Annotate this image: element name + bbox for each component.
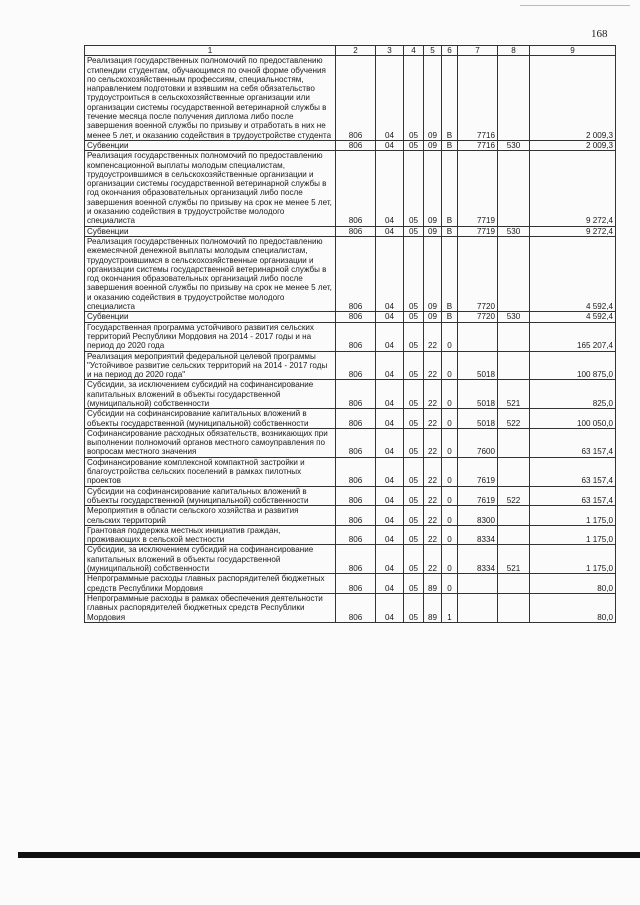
expense-name-cell: Непрограммные расходы главных распорядителей бюджетных средств Республики Мордовия	[85, 574, 336, 594]
section-code-cell: 04	[376, 236, 404, 311]
direction-code-cell: 7719	[458, 151, 498, 226]
expense-name-cell: Субсидии на софинансирование капитальных вложений в объекты государственной (муниципальной) собственности	[85, 486, 336, 506]
direction-code-cell: 5018	[458, 351, 498, 380]
ministry-code-cell: 806	[336, 322, 376, 351]
ministry-code-cell: 806	[336, 457, 376, 486]
program-code-cell: 09	[424, 151, 442, 226]
section-code-cell: 04	[376, 593, 404, 622]
expense-name-cell: Субсидии, за исключением субсидий на софинансирование капитальных вложений в объекты государственной (муниципальной) собственности	[85, 380, 336, 409]
table-row	[85, 506, 616, 526]
ministry-code-cell: 806	[336, 593, 376, 622]
column-header: 3	[376, 46, 404, 56]
subsection-code-cell: 05	[404, 351, 424, 380]
column-header: 9	[530, 46, 616, 56]
expense-name-cell: Реализация государственных полномочий по предоставлению стипендии студентам, обучающимся по очной форме обучения по сельскохозяйственным профессиям, специальностям, направлением подготовки и взявшим на себя обязательство трудоустроиться в сельскохозяйственные организации или организации системы государственной ветеринарной службы в течение месяца после получения диплома либо после завершения военной службы по призыву и отработать в них не менее 5 лет, и оказанию содействия в трудоустройстве студента	[85, 56, 336, 141]
expense-type-cell: 530	[498, 226, 530, 236]
amount-cell: 9 272,4	[530, 151, 616, 226]
amount-cell: 63 157,4	[530, 428, 616, 457]
expense-type-cell	[498, 151, 530, 226]
section-code-cell: 04	[376, 409, 404, 429]
expense-name-cell: Реализация государственных полномочий по предоставлению ежемесячной денежной выплаты молодым специалистам, трудоустроившимся в сельскохозяйственные организации и организации системы государственной ветеринарной службы в год окончания образовательных организаций либо после завершения военной службы по призыву на срок не менее 5 лет, и оказанию содействия в трудоустройстве молодого специалиста	[85, 236, 336, 311]
section-code-cell: 04	[376, 151, 404, 226]
direction-code-cell: 8334	[458, 545, 498, 574]
table-row	[85, 380, 616, 409]
amount-cell: 4 592,4	[530, 236, 616, 311]
table-row	[85, 409, 616, 429]
subsection-code-cell: 05	[404, 236, 424, 311]
amount-cell: 1 175,0	[530, 525, 616, 545]
column-header: 1	[85, 46, 336, 56]
expense-name-cell: Субвенции	[85, 140, 336, 150]
subprogram-code-cell: 0	[442, 545, 458, 574]
amount-cell: 2 009,3	[530, 56, 616, 141]
direction-code-cell: 5018	[458, 380, 498, 409]
ministry-code-cell: 806	[336, 545, 376, 574]
direction-code-cell	[458, 322, 498, 351]
program-code-cell: 22	[424, 380, 442, 409]
table-row	[85, 574, 616, 594]
section-code-cell: 04	[376, 457, 404, 486]
expense-type-cell: 522	[498, 409, 530, 429]
expense-name-cell: Реализация мероприятий федеральной целевой программы "Устойчивое развитие сельских территорий на 2014 - 2017 годы и на период до 2020 года"	[85, 351, 336, 380]
table-row	[85, 236, 616, 311]
subprogram-code-cell: В	[442, 236, 458, 311]
expense-name-cell: Реализация государственных полномочий по предоставлению компенсационной выплаты молодым специалистам, трудоустроившимся в сельскохозяйственные организации и организации системы государственной ветеринарной службы в год окончания образовательных организаций либо после завершения военной службы по призыву на срок не менее 5 лет, и оказанию содействия в трудоустройстве молодого специалиста	[85, 151, 336, 226]
subprogram-code-cell: 0	[442, 506, 458, 526]
amount-cell: 2 009,3	[530, 140, 616, 150]
table-row	[85, 545, 616, 574]
column-header: 6	[442, 46, 458, 56]
expense-type-cell	[498, 322, 530, 351]
expense-name-cell: Субсидии на софинансирование капитальных вложений в объекты государственной (муниципальной) собственности	[85, 409, 336, 429]
subprogram-code-cell: 0	[442, 574, 458, 594]
subsection-code-cell: 05	[404, 486, 424, 506]
column-header: 2	[336, 46, 376, 56]
subsection-code-cell: 05	[404, 525, 424, 545]
expense-type-cell	[498, 428, 530, 457]
subsection-code-cell: 05	[404, 226, 424, 236]
table-header-row	[85, 46, 616, 56]
program-code-cell: 09	[424, 312, 442, 322]
section-code-cell: 04	[376, 56, 404, 141]
ministry-code-cell: 806	[336, 506, 376, 526]
table-row	[85, 322, 616, 351]
direction-code-cell: 8300	[458, 506, 498, 526]
expense-type-cell: 530	[498, 312, 530, 322]
expense-name-cell: Непрограммные расходы в рамках обеспечения деятельности главных распорядителей бюджетных средств Республики Мордовия	[85, 593, 336, 622]
section-code-cell: 04	[376, 226, 404, 236]
amount-cell: 80,0	[530, 574, 616, 594]
table-row	[85, 140, 616, 150]
program-code-cell: 22	[424, 409, 442, 429]
amount-cell: 100 875,0	[530, 351, 616, 380]
subsection-code-cell: 05	[404, 457, 424, 486]
direction-code-cell	[458, 593, 498, 622]
ministry-code-cell: 806	[336, 486, 376, 506]
ministry-code-cell: 806	[336, 236, 376, 311]
amount-cell: 80,0	[530, 593, 616, 622]
section-code-cell: 04	[376, 486, 404, 506]
direction-code-cell: 7720	[458, 236, 498, 311]
expense-name-cell: Субсидии, за исключением субсидий на софинансирование капитальных вложений в объекты государственной (муниципальной) собственности	[85, 545, 336, 574]
amount-cell: 1 175,0	[530, 506, 616, 526]
section-code-cell: 04	[376, 380, 404, 409]
expense-name-cell: Софинансирование комплексной компактной застройки и благоустройства сельских поселений в рамках пилотных проектов	[85, 457, 336, 486]
subprogram-code-cell: 0	[442, 428, 458, 457]
subprogram-code-cell: 1	[442, 593, 458, 622]
ministry-code-cell: 806	[336, 312, 376, 322]
expense-type-cell	[498, 525, 530, 545]
program-code-cell: 22	[424, 428, 442, 457]
subsection-code-cell: 05	[404, 593, 424, 622]
program-code-cell: 09	[424, 56, 442, 141]
section-code-cell: 04	[376, 506, 404, 526]
amount-cell: 63 157,4	[530, 457, 616, 486]
amount-cell: 9 272,4	[530, 226, 616, 236]
budget-table	[84, 45, 616, 623]
program-code-cell: 22	[424, 322, 442, 351]
page-number: 168	[591, 28, 608, 40]
expense-name-cell: Субвенции	[85, 226, 336, 236]
section-code-cell: 04	[376, 322, 404, 351]
section-code-cell: 04	[376, 428, 404, 457]
expense-type-cell	[498, 56, 530, 141]
program-code-cell: 09	[424, 140, 442, 150]
program-code-cell: 22	[424, 525, 442, 545]
direction-code-cell: 7720	[458, 312, 498, 322]
ministry-code-cell: 806	[336, 351, 376, 380]
column-header: 4	[404, 46, 424, 56]
direction-code-cell: 7716	[458, 56, 498, 141]
amount-cell: 100 050,0	[530, 409, 616, 429]
expense-name-cell: Софинансирование расходных обязательств, возникающих при выполнении полномочий органов местного самоуправления по вопросам местного значения	[85, 428, 336, 457]
expense-type-cell: 522	[498, 486, 530, 506]
table-row	[85, 56, 616, 141]
expense-type-cell: 530	[498, 140, 530, 150]
expense-type-cell	[498, 351, 530, 380]
expense-name-cell: Грантовая поддержка местных инициатив граждан, проживающих в сельской местности	[85, 525, 336, 545]
subprogram-code-cell: 0	[442, 409, 458, 429]
expense-type-cell	[498, 593, 530, 622]
subsection-code-cell: 05	[404, 312, 424, 322]
ministry-code-cell: 806	[336, 574, 376, 594]
subprogram-code-cell: В	[442, 151, 458, 226]
subprogram-code-cell: В	[442, 312, 458, 322]
column-header: 5	[424, 46, 442, 56]
program-code-cell: 22	[424, 545, 442, 574]
subprogram-code-cell: 0	[442, 486, 458, 506]
expense-type-cell	[498, 236, 530, 311]
direction-code-cell: 7600	[458, 428, 498, 457]
subsection-code-cell: 05	[404, 380, 424, 409]
expense-type-cell	[498, 457, 530, 486]
direction-code-cell	[458, 574, 498, 594]
subsection-code-cell: 05	[404, 322, 424, 351]
table-row	[85, 226, 616, 236]
subsection-code-cell: 05	[404, 56, 424, 141]
column-header: 7	[458, 46, 498, 56]
scan-edge-line	[520, 5, 630, 6]
expense-type-cell	[498, 506, 530, 526]
table-body	[85, 56, 616, 623]
subprogram-code-cell: 0	[442, 457, 458, 486]
table-row	[85, 525, 616, 545]
ministry-code-cell: 806	[336, 140, 376, 150]
direction-code-cell: 8334	[458, 525, 498, 545]
subsection-code-cell: 05	[404, 409, 424, 429]
program-code-cell: 89	[424, 593, 442, 622]
expense-name-cell: Субвенции	[85, 312, 336, 322]
subprogram-code-cell: В	[442, 56, 458, 141]
section-code-cell: 04	[376, 312, 404, 322]
amount-cell: 63 157,4	[530, 486, 616, 506]
subsection-code-cell: 05	[404, 545, 424, 574]
subprogram-code-cell: 0	[442, 380, 458, 409]
expense-name-cell: Государственная программа устойчивого развития сельских территорий Республики Мордовия на 2014 - 2017 годы и на период до 2020 года	[85, 322, 336, 351]
program-code-cell: 09	[424, 236, 442, 311]
program-code-cell: 22	[424, 351, 442, 380]
subsection-code-cell: 05	[404, 506, 424, 526]
table-row	[85, 457, 616, 486]
subsection-code-cell: 05	[404, 140, 424, 150]
subprogram-code-cell: 0	[442, 322, 458, 351]
subprogram-code-cell: В	[442, 226, 458, 236]
program-code-cell: 22	[424, 457, 442, 486]
subprogram-code-cell: 0	[442, 525, 458, 545]
table-row	[85, 151, 616, 226]
subsection-code-cell: 05	[404, 428, 424, 457]
amount-cell: 1 175,0	[530, 545, 616, 574]
direction-code-cell: 5018	[458, 409, 498, 429]
expense-type-cell: 521	[498, 545, 530, 574]
table-row	[85, 428, 616, 457]
amount-cell: 825,0	[530, 380, 616, 409]
subsection-code-cell: 05	[404, 151, 424, 226]
ministry-code-cell: 806	[336, 525, 376, 545]
expense-name-cell: Мероприятия в области сельского хозяйства и развития сельских территорий	[85, 506, 336, 526]
program-code-cell: 22	[424, 486, 442, 506]
column-header: 8	[498, 46, 530, 56]
section-code-cell: 04	[376, 545, 404, 574]
ministry-code-cell: 806	[336, 56, 376, 141]
program-code-cell: 22	[424, 506, 442, 526]
subsection-code-cell: 05	[404, 574, 424, 594]
subprogram-code-cell: В	[442, 140, 458, 150]
ministry-code-cell: 806	[336, 380, 376, 409]
ministry-code-cell: 806	[336, 428, 376, 457]
section-code-cell: 04	[376, 525, 404, 545]
ministry-code-cell: 806	[336, 151, 376, 226]
section-code-cell: 04	[376, 351, 404, 380]
scan-bottom-border	[18, 852, 640, 858]
direction-code-cell: 7619	[458, 486, 498, 506]
table-row	[85, 351, 616, 380]
table-row	[85, 593, 616, 622]
program-code-cell: 09	[424, 226, 442, 236]
direction-code-cell: 7719	[458, 226, 498, 236]
direction-code-cell: 7619	[458, 457, 498, 486]
section-code-cell: 04	[376, 574, 404, 594]
direction-code-cell: 7716	[458, 140, 498, 150]
amount-cell: 165 207,4	[530, 322, 616, 351]
ministry-code-cell: 806	[336, 226, 376, 236]
section-code-cell: 04	[376, 140, 404, 150]
expense-type-cell: 521	[498, 380, 530, 409]
subprogram-code-cell: 0	[442, 351, 458, 380]
expense-type-cell	[498, 574, 530, 594]
ministry-code-cell: 806	[336, 409, 376, 429]
table-row	[85, 486, 616, 506]
program-code-cell: 89	[424, 574, 442, 594]
table-row	[85, 312, 616, 322]
amount-cell: 4 592,4	[530, 312, 616, 322]
